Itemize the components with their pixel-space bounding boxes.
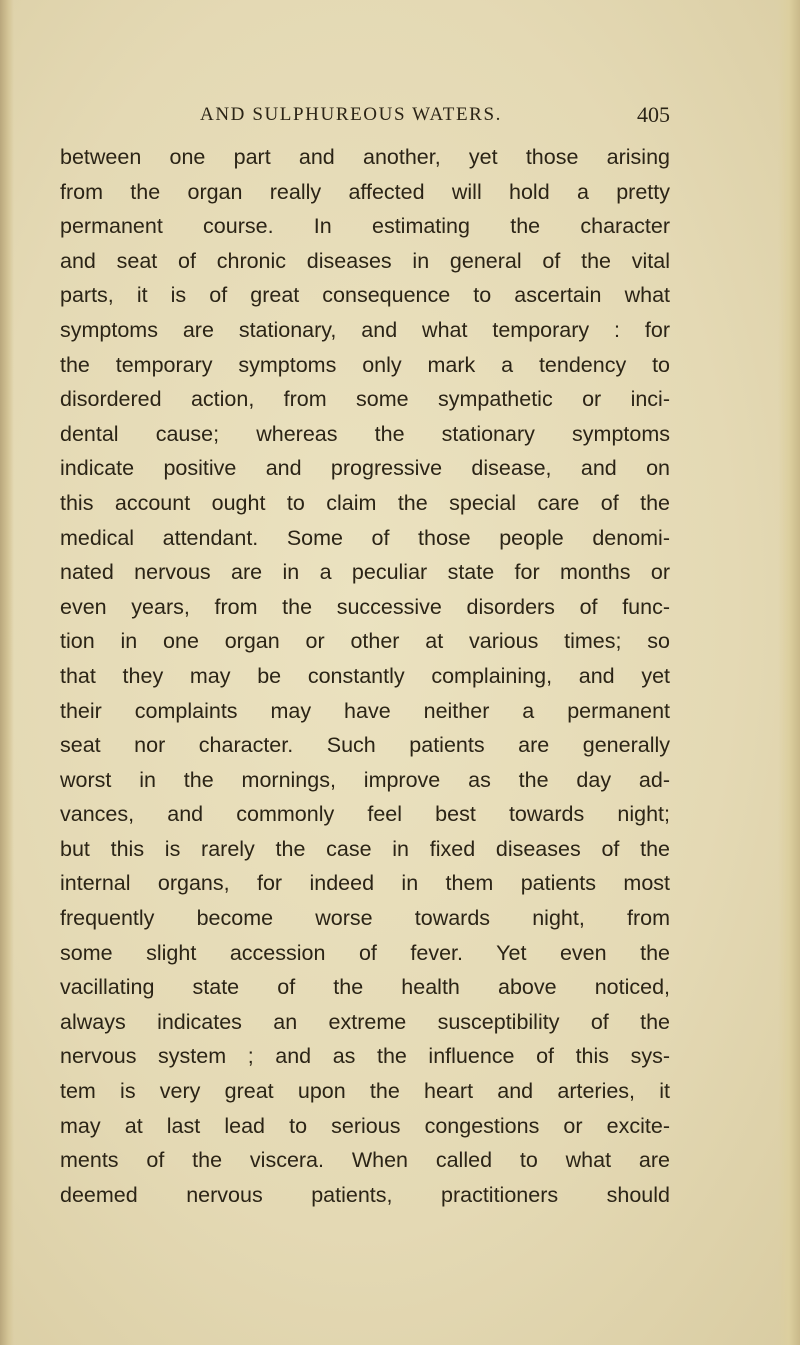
text-line: ments of the viscera. When called to what are: [60, 1148, 670, 1173]
running-head: [130, 104, 670, 134]
text-line: medical attendant. Some of those people denomi-: [60, 525, 670, 550]
text-line: from the organ really affected will hold a pretty: [60, 179, 670, 204]
text-line: nated nervous are in a peculiar state for months or: [60, 560, 670, 585]
page-edge-left: [0, 0, 14, 1345]
text-line: tion in one organ or other at various times; so: [60, 629, 670, 654]
text-line: this account ought to claim the special care of the: [60, 490, 670, 515]
text-line: always indicates an extreme susceptibility of the: [60, 1009, 670, 1034]
text-line: vances, and commonly feel best towards night;: [60, 802, 670, 827]
text-line: worst in the mornings, improve as the day ad-: [60, 767, 670, 792]
page-edge-right: [778, 0, 800, 1345]
text-line: nervous system ; and as the influence of this sys-: [60, 1044, 670, 1069]
text-line: seat nor character. Such patients are generally: [60, 733, 670, 758]
text-line: but this is rarely the case in fixed diseases of the: [60, 836, 670, 861]
text-line: indicate positive and progressive disease, and on: [60, 456, 670, 481]
text-line: dental cause; whereas the stationary symptoms: [60, 421, 670, 446]
text-line: their complaints may have neither a permanent: [60, 698, 670, 723]
text-line: parts, it is of great consequence to ascertain what: [60, 283, 670, 308]
text-line: the temporary symptoms only mark a tendency to: [60, 352, 670, 377]
text-line: disordered action, from some sympathetic or inci-: [60, 387, 670, 412]
text-line: permanent course. In estimating the character: [60, 214, 670, 239]
page-number: 405: [637, 102, 670, 127]
text-line: between one part and another, yet those arising: [60, 145, 670, 169]
text-line: and seat of chronic diseases in general of the vital: [60, 248, 670, 273]
text-line: may at last lead to serious congestions or excite-: [60, 1113, 670, 1138]
text-line: tem is very great upon the heart and arteries, it: [60, 1079, 670, 1104]
running-title: AND SULPHUREOUS WATERS.: [200, 104, 502, 125]
text-line: even years, from the successive disorders of func-: [60, 594, 670, 619]
text-line: frequently become worse towards night, from: [60, 906, 670, 931]
text-line: vacillating state of the health above noticed,: [60, 975, 670, 1000]
text-line: deemed nervous patients, practitioners should: [60, 1182, 670, 1207]
body-text: [60, 140, 670, 1212]
text-line: that they may be constantly complaining, and yet: [60, 663, 670, 688]
text-line: symptoms are stationary, and what temporary : for: [60, 317, 670, 342]
text-line: internal organs, for indeed in them patients most: [60, 871, 670, 896]
text-line: some slight accession of fever. Yet even the: [60, 940, 670, 965]
